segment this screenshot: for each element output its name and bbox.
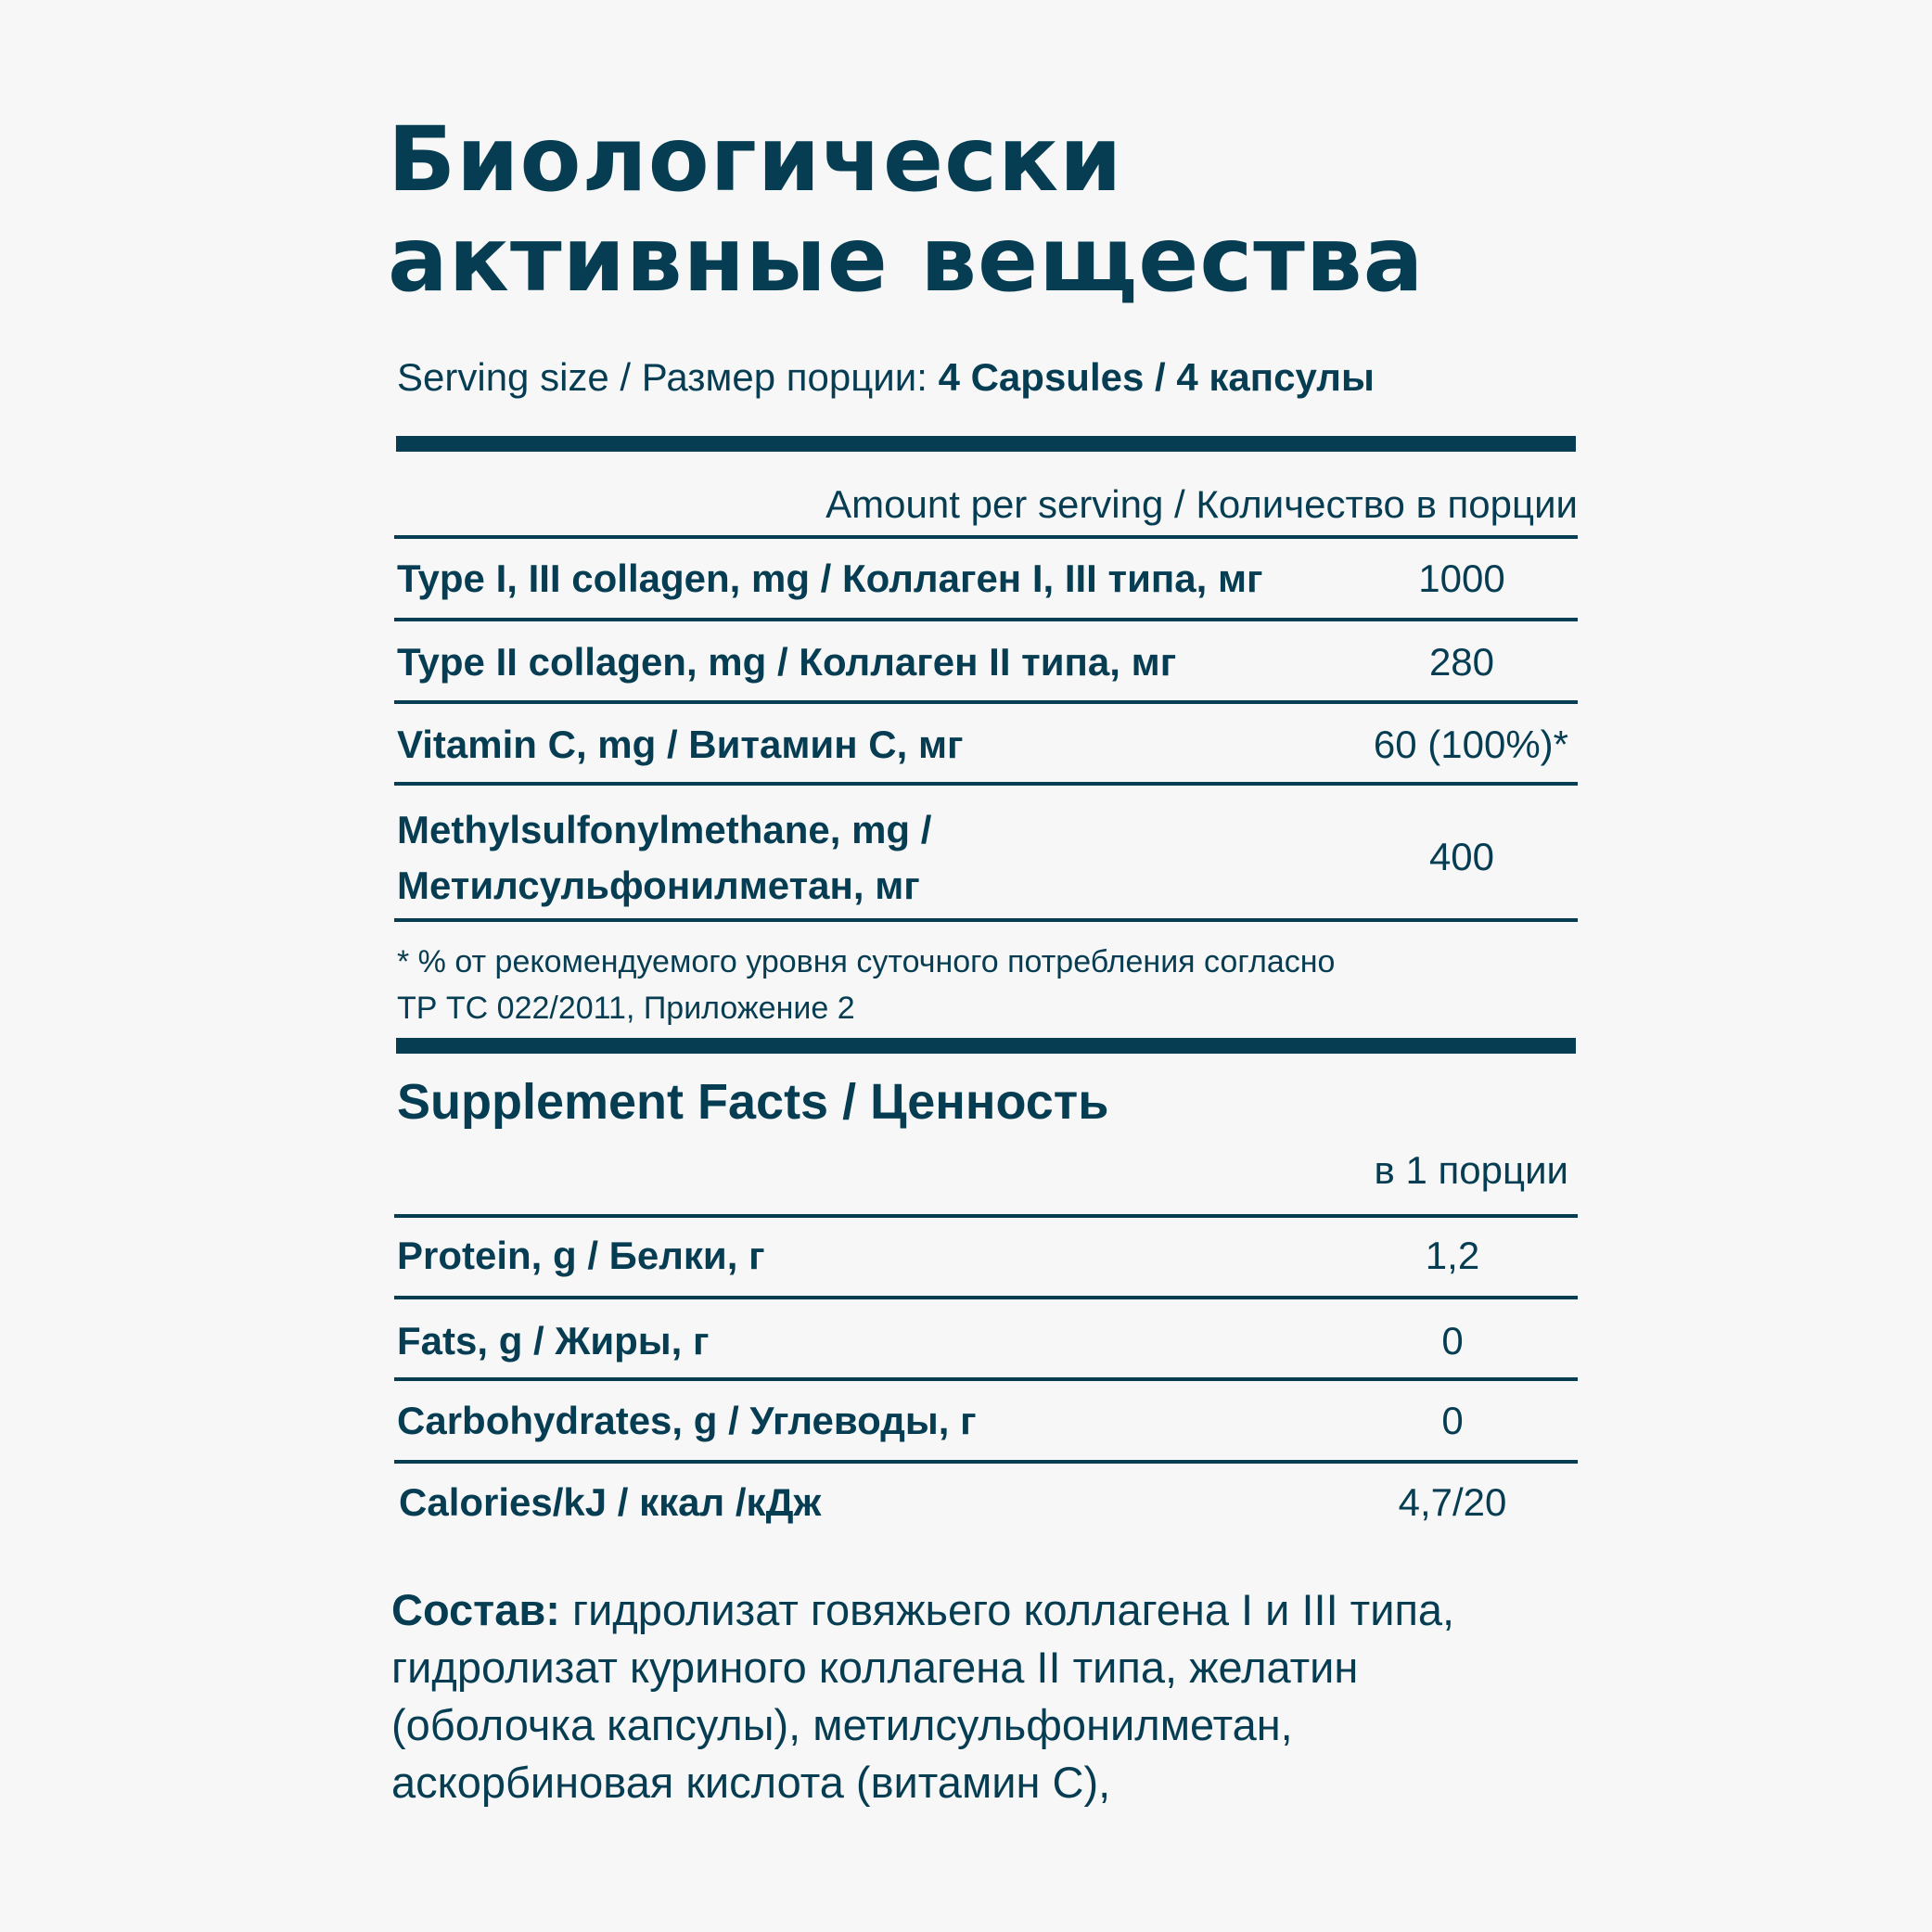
amount-header: Amount per serving / Количество в порции: [825, 482, 1578, 526]
footnote: [397, 939, 1335, 1031]
composition-line-2: гидролизат куриного коллагена II типа, желатин: [391, 1643, 1359, 1692]
divider: [394, 1377, 1578, 1381]
active-row-label: Type II collagen, mg / Коллаген II типа, мг: [397, 640, 1177, 684]
active-row-label: Vitamin C, mg / Витамин С, мг: [397, 723, 964, 766]
serving-size-value: 4 Capsules / 4 капсулы: [938, 355, 1375, 399]
active-row-value: 60 (100%)*: [1373, 723, 1568, 766]
active-row-value: 280: [1428, 640, 1495, 684]
title-line-2: активные вещества: [388, 208, 1425, 312]
facts-row-value: 0: [1441, 1319, 1464, 1363]
composition-line-1: гидролизат говяжьего коллагена I и III типа,: [571, 1585, 1455, 1634]
facts-row-label: Protein, g / Белки, г: [397, 1234, 765, 1277]
active-row-label: Type I, III collagen, mg / Коллаген I, III типа, мг: [397, 557, 1263, 600]
divider: [394, 782, 1578, 786]
composition: [391, 1581, 1597, 1811]
page-title: [388, 109, 1424, 310]
facts-row-value: 1,2: [1425, 1234, 1480, 1277]
divider: [394, 1296, 1578, 1299]
divider: [394, 1460, 1578, 1464]
active-row-label: [397, 802, 931, 914]
active-row-value: 400: [1428, 835, 1495, 878]
composition-line-4: аскорбиновая кислота (витамин С),: [391, 1758, 1111, 1807]
divider: [394, 535, 1578, 539]
divider: [394, 700, 1578, 704]
composition-label: Состав:: [391, 1585, 560, 1634]
facts-row-value: 0: [1441, 1399, 1464, 1442]
divider-thick: [396, 436, 1576, 452]
composition-line-3: (оболочка капсулы), метилсульфонилметан,: [391, 1700, 1293, 1749]
divider: [394, 1214, 1578, 1218]
title-line-1: Биологически: [388, 108, 1123, 211]
active-row-label-line-2: Метилсульфонилметан, мг: [397, 864, 920, 907]
footnote-line-2: ТР ТС 022/2011, Приложение 2: [397, 991, 855, 1026]
facts-row-label: Calories/kJ / ккал /кДж: [399, 1480, 822, 1524]
active-row-label-line-1: Methylsulfonylmethane, mg /: [397, 808, 932, 851]
divider-thick: [396, 1038, 1576, 1054]
facts-row-label: Fats, g / Жиры, г: [397, 1319, 710, 1363]
footnote-line-1: * % от рекомендуемого уровня суточного потребления согласно: [397, 944, 1336, 979]
facts-header: в 1 порции: [1374, 1148, 1568, 1192]
divider: [394, 618, 1578, 621]
supplement-facts-title: Supplement Facts / Ценность: [397, 1074, 1109, 1130]
serving-size: [397, 355, 1375, 400]
facts-row-label: Carbohydrates, g / Углеводы, г: [397, 1399, 977, 1442]
serving-size-label: Serving size / Размер порции:: [397, 355, 928, 399]
active-row-value: 1000: [1418, 557, 1505, 600]
facts-row-value: 4,7/20: [1398, 1480, 1507, 1524]
divider: [394, 918, 1578, 922]
